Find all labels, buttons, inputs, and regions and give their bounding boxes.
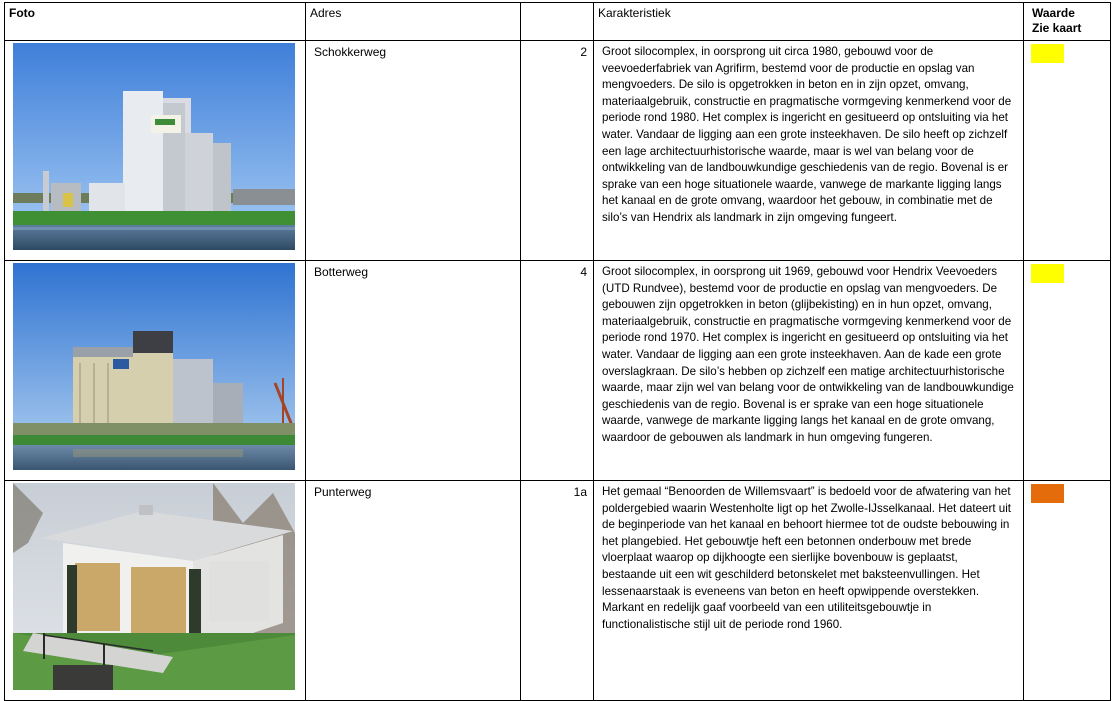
description-cell: Groot silocomplex, in oorsprong uit circa 1980, gebouwd voor de veevoederfabriek van Agrifirm, bestemd voor de productie en opslag van mengvoeders. De silo is opgetrokken in beton en in zijn opzet, omvang, materiaalgebruik, constructie en pragmatische vormgeving kenmerkend voor de periode rond 1980. Het complex is ingericht en gesitueerd op ontsluiting via het water. Vandaar de ligging aan een grote insteekhaven. De silo heeft op zichzelf een lage architectuurhistorische waarde, maar is wel van belang voor de ontwikkeling van de landbouwkundige geschiedenis van de regio. Bovenal is er sprake van een hoge situationele waarde, vanwege de markante ligging langs het kanaal en de grote omvang, waardoor het gebouw, in combinatie met de silo’s van Hendrix als landmark in zijn omgeving fungeert. [594,41,1024,261]
address-cell: Schokkerweg [306,41,521,261]
number-cell: 1a [521,481,594,701]
description-cell: Het gemaal “Benoorden de Willemsvaart” is bedoeld voor de afwatering van het poldergebied waarin Westenholte ligt op het Zwolle-IJsselkanaal. Het dateert uit de beginperiode van het kanaal en behoort hiermee tot de oudste bebouwing in het plangebied. Het gebouwtje heft een betonnen onderbouw met brede vloerplaat waarop op dijkhoogte een sierlijke bovenbouw is geplaatst, bestaande uit een wit geschilderd betonskelet met baksteenvullingen. Het lessenaarstaak is eveneens van beton en heeft opwippende overstekken. Markant en redelijk gaaf voorbeeld van een utiliteitsgebouwtje in functionalistische stijl uit de periode rond 1960. [594,481,1024,701]
header-row [5,3,1111,41]
description-cell: Groot silocomplex, in oorsprong uit 1969, gebouwd voor Hendrix Veevoeders (UTD Rundvee), bestemd voor de productie en opslag van mengvoeders. De gebouwen zijn opgetrokken in beton (glijbekisting) en in hun opzet, omvang, materiaalgebruik, constructie en pragmatische vormgeving kenmerkend voor de periode rond 1970. Het complex is ingericht en gesitueerd op ontsluiting via het water. Vandaar de ligging aan een grote insteekhaven. Aan de kade een grote overslagkraan. De silo’s hebben op zichzelf een matige architectuurhistorische waarde, maar zijn wel van belang voor de ontwikkeling van de landbouwkundige geschiedenis van de regio. Bovenal is er sprake van een hoge situationele waarde, vanwege de markante ligging langs het kanaal en de grote omvang, waardoor de gebouwen als landmark in hun omgeving fungeren. [594,261,1024,481]
photo-cell [5,481,306,701]
value-swatch [1031,484,1064,503]
value-cell [1024,481,1111,701]
photo-cell [5,261,306,481]
value-cell [1024,41,1111,261]
table-row [5,481,1111,701]
header-number [521,3,594,41]
number-cell: 4 [521,261,594,481]
header-adres: Adres [306,3,521,41]
value-swatch [1031,264,1064,283]
pumping-station-photo [13,483,295,690]
photo-cell [5,41,306,261]
value-swatch [1031,44,1064,63]
header-foto: Foto [5,3,306,41]
silo-complex-photo [13,263,295,470]
table-row [5,41,1111,261]
silo-complex-photo [13,43,295,250]
table-row [5,261,1111,481]
monument-table [4,2,1111,701]
header-waarde-line2: Zie kaart [1032,21,1082,35]
header-karakteristiek: Karakteristiek [594,3,1024,41]
address-cell: Punterweg [306,481,521,701]
number-cell: 2 [521,41,594,261]
header-waarde-line1: Waarde [1032,6,1075,20]
header-waarde [1024,3,1111,41]
value-cell [1024,261,1111,481]
address-cell: Botterweg [306,261,521,481]
